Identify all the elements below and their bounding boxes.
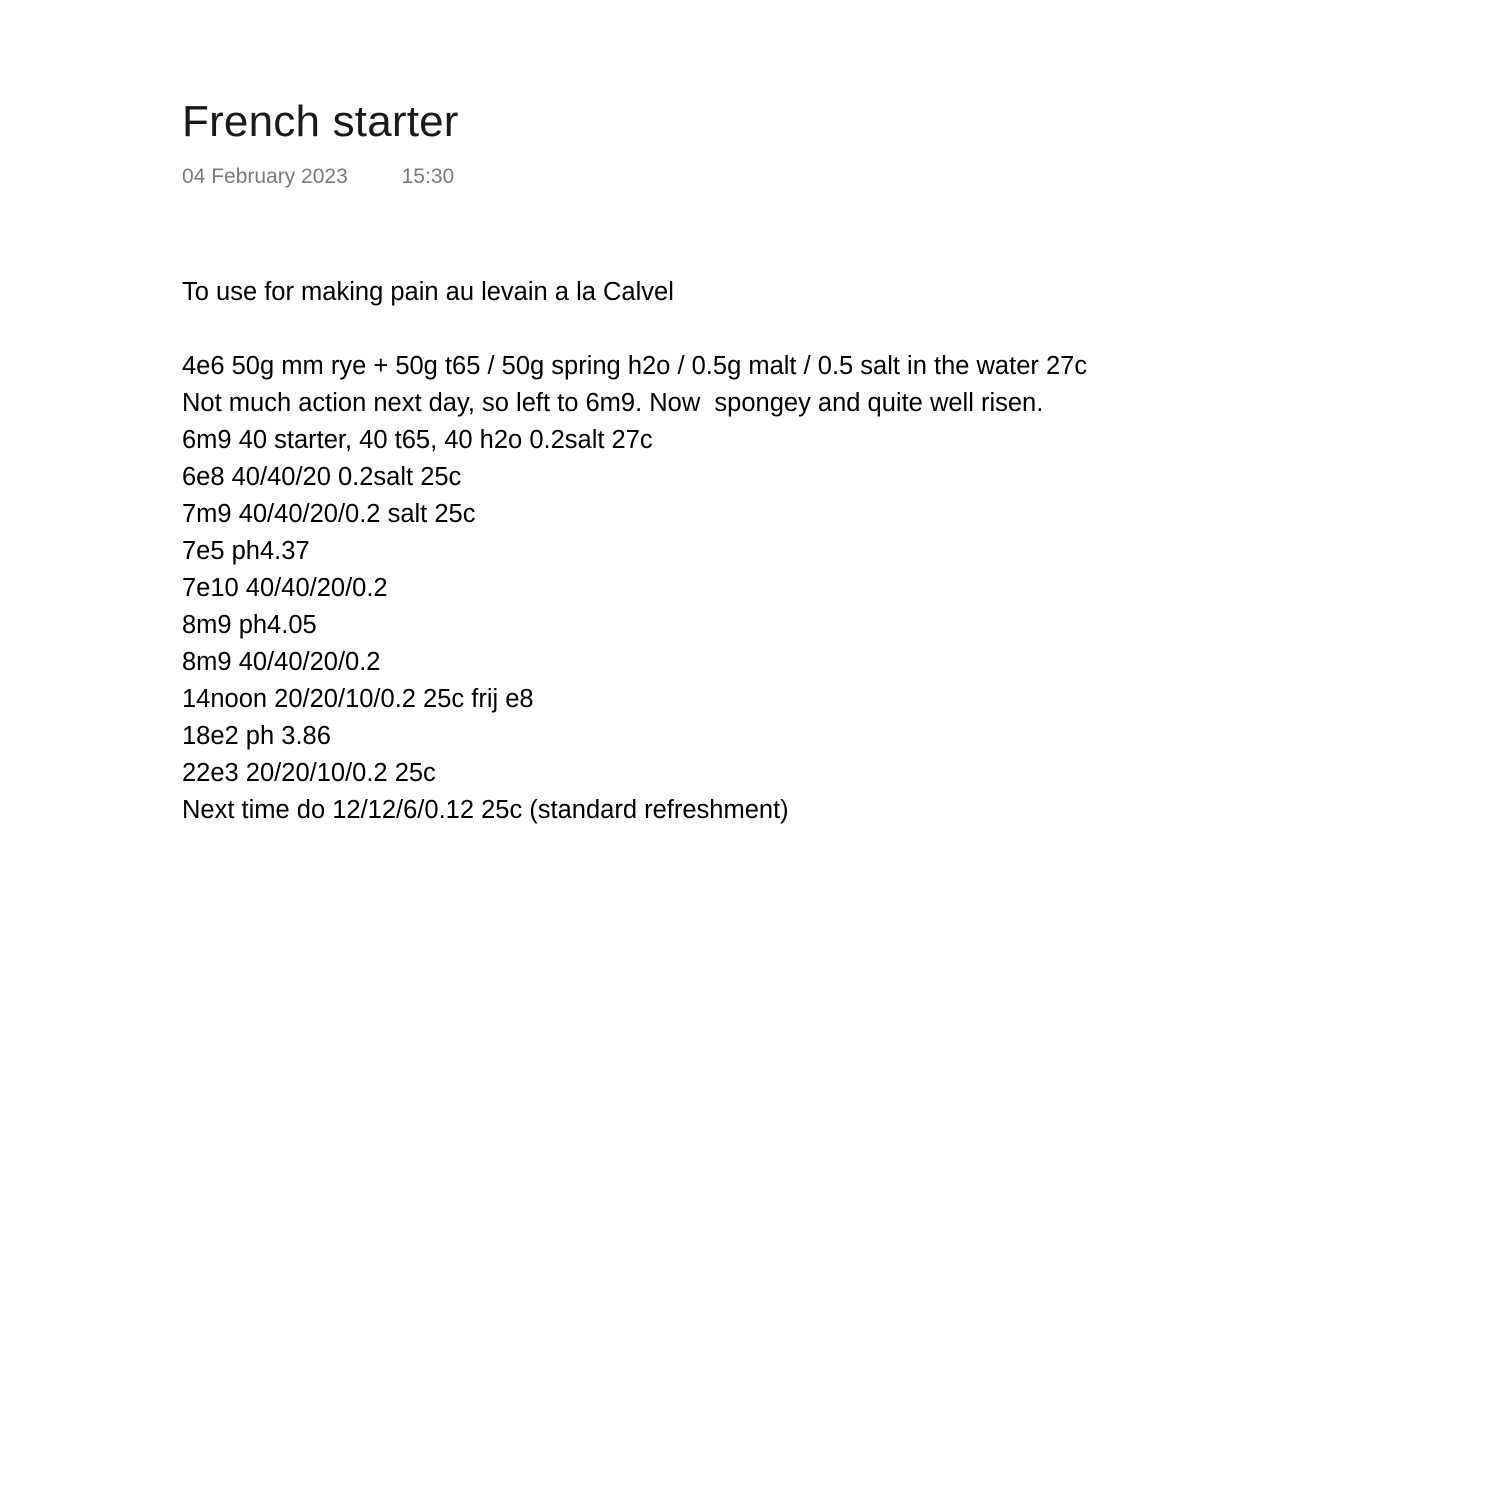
note-line[interactable]: 7e10 40/40/20/0.2 [182, 574, 388, 602]
note-line[interactable]: 4e6 50g mm rye + 50g t65 / 50g spring h2o / 0.5g malt / 0.5 salt in the water 27c [182, 352, 1088, 380]
note-line[interactable]: 6e8 40/40/20 0.2salt 25c [182, 463, 462, 491]
note-line[interactable]: 14noon 20/20/10/0.2 25c frij e8 [182, 685, 534, 713]
note-line[interactable]: 8m9 ph4.05 [182, 611, 317, 639]
note-intro-paragraph[interactable]: To use for making pain au levain a la Calvel [182, 278, 674, 306]
note-line[interactable]: 8m9 40/40/20/0.2 [182, 648, 381, 676]
note-body[interactable] [182, 274, 1432, 829]
note-line[interactable]: 22e3 20/20/10/0.2 25c [182, 759, 436, 787]
note-line[interactable]: 18e2 ph 3.86 [182, 722, 331, 750]
note-line[interactable]: Not much action next day, so left to 6m9. Now spongey and quite well risen. [182, 389, 1044, 417]
note-time: 15:30 [401, 165, 455, 188]
note-date: 04 February 2023 [182, 165, 348, 188]
note-line[interactable]: 7m9 40/40/20/0.2 salt 25c [182, 500, 476, 528]
note-line[interactable]: Next time do 12/12/6/0.12 25c (standard refreshment) [182, 796, 789, 824]
note-line[interactable]: 6m9 40 starter, 40 t65, 40 h2o 0.2salt 27c [182, 426, 653, 454]
note-line[interactable]: 7e5 ph4.37 [182, 537, 310, 565]
page-title[interactable]: French starter [182, 97, 459, 146]
note-page [182, 92, 1432, 829]
note-metadata [182, 162, 1432, 192]
note-log-lines [182, 348, 1432, 829]
